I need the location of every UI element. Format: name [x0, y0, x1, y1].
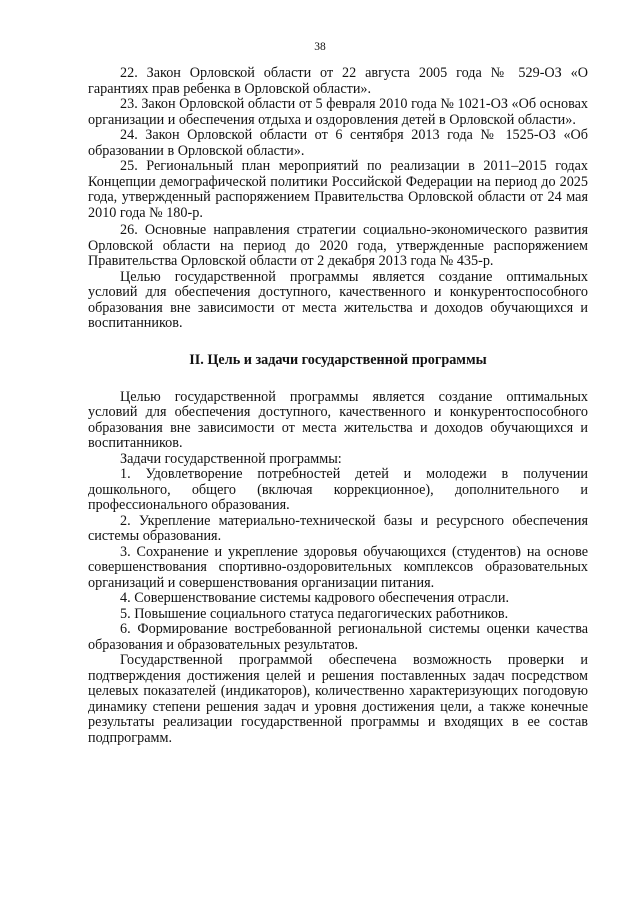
closing-paragraph: Государственной программой обеспечена возможность проверки и подтверждения достижения целей и решения поставленных задач посредством целевых показателей (индикаторов), количественно характеризующих погодовую динамику степени решения задач и уровня достижения цели, а также конечные результаты реализации государственной программы и входящих в ее состав подпрограмм.: [88, 652, 588, 746]
task-3: 3. Сохранение и укрепление здоровья обучающихся (студентов) на основе совершенствования спортивно-оздоровительных комплексов образовательных организаций и совершенствования организации питания.: [88, 543, 588, 591]
list-item-24: 24. Закон Орловской области от 6 сентября 2013 года № 1525-ОЗ «Об образовании в Орловской области».: [88, 127, 588, 159]
page-number: 38: [314, 41, 326, 53]
task-5: 5. Повышение социального статуса педагогических работников.: [120, 605, 509, 622]
list-item-23: 23. Закон Орловской области от 5 февраля 2010 года № 1021-ОЗ «Об основах организации и обеспечения отдыха и оздоровления детей в Орловской области».: [88, 96, 588, 128]
document-body: [88, 66, 588, 746]
task-1: 1. Удовлетворение потребностей детей и молодежи в получении дошкольного, общего (включая коррекционное), дополнительного и профессионального образования.: [88, 466, 588, 513]
list-item-26: 26. Основные направления стратегии социально-экономического развития Орловской области на период до 2020 года, утвержденные распоряжением Правительства Орловской области от 2 декабря 2013 года № 435-р.: [88, 222, 588, 269]
goal-paragraph-top: Целью государственной программы является создание оптимальных условий для обеспечения доступного, качественного и конкурентоспособного образования вне зависимости от места жительства и доходов обучающихся и воспитанников.: [88, 268, 588, 331]
section-title: II. Цель и задачи государственной программы: [189, 351, 487, 368]
task-6: 6. Формирование востребованной региональной системы оценки качества образования и образовательных результатов.: [88, 621, 588, 653]
tasks-intro: Задачи государственной программы:: [120, 450, 342, 467]
list-item-22: 22. Закон Орловской области от 22 августа 2005 года № 529-ОЗ «О гарантиях прав ребенка в Орловской области».: [88, 65, 588, 97]
goal-paragraph: Целью государственной программы является создание оптимальных условий для обеспечения доступного, качественного и конкурентоспособного образования вне зависимости от места жительства и доходов обучающихся и воспитанников.: [88, 388, 588, 451]
list-item-25: 25. Региональный план мероприятий по реализации в 2011–2015 годах Концепции демографической политики Российской Федерации на период до 2025 года, утвержденный распоряжением Правительства Орловской области от 24 мая 2010 года № 180-р.: [88, 158, 588, 221]
task-4: 4. Совершенствование системы кадрового обеспечения отрасли.: [120, 590, 510, 606]
task-2: 2. Укрепление материально-технической базы и ресурсного обеспечения системы образования.: [88, 512, 588, 544]
